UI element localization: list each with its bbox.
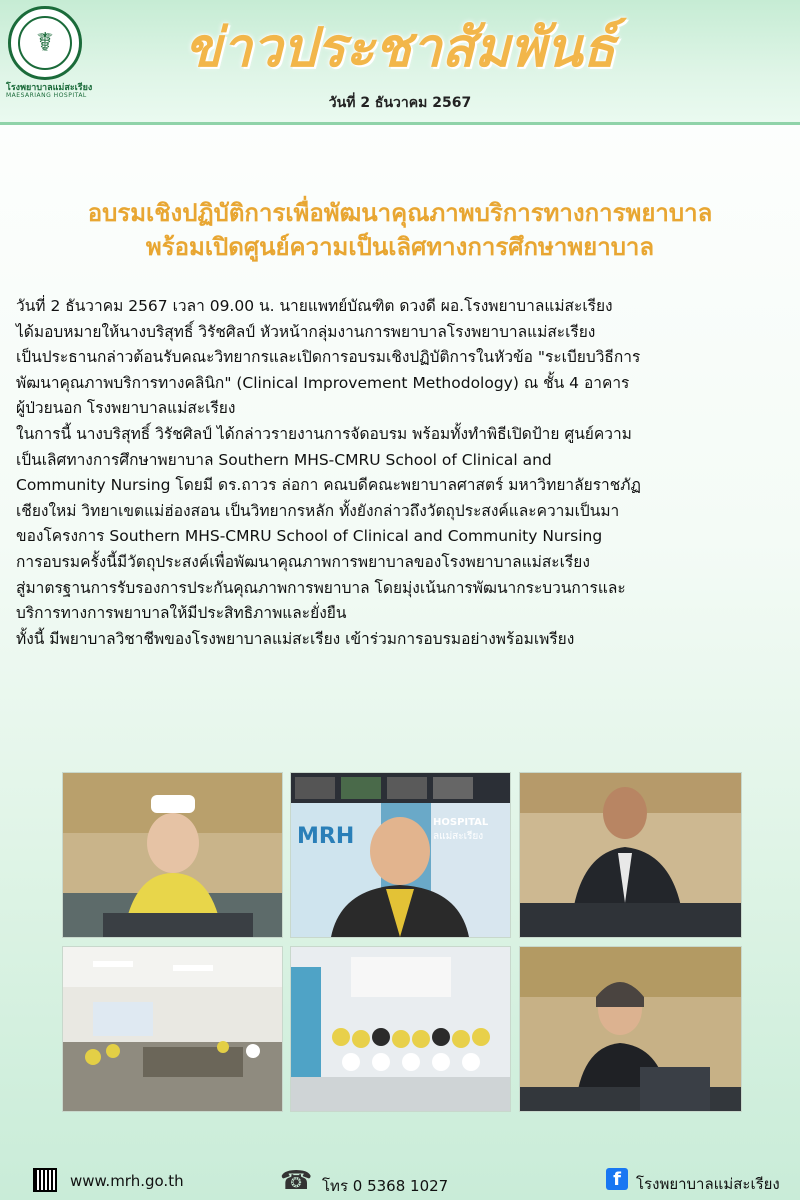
telephone-icon: ☎ [280,1166,313,1196]
zoom-hospital-text: HOSPITAL [433,817,489,828]
photo-woman-glasses [519,946,742,1112]
headline-line-1: อบรมเชิงปฏิบัติการเพื่อพัฒนาคุณภาพบริการทางการพยาบาล [87,199,713,227]
body-line: Community Nursing โดยมี ดร.ถาวร ล่อกา คณบดีคณะพยาบาลศาสตร์ มหาวิทยาลัยราชภัฏ [16,476,641,495]
photo-group-image [291,947,510,1111]
photo-man-suit-image [520,773,741,937]
photo-training-room-image [63,947,282,1111]
facebook-page-link[interactable]: โรงพยาบาลแม่สะเรียง [636,1175,780,1193]
photo-training-room [62,946,283,1112]
body-line: วันที่ 2 ธันวาคม 2567 เวลา 09.00 น. นายแพทย์บัณฑิต ดวงดี ผอ.โรงพยาบาลแม่สะเรียง [16,297,613,315]
article-body [16,294,788,652]
headline-line-2: พร้อมเปิดศูนย์ความเป็นเลิศทางการศึกษาพยาบาล [145,233,655,261]
photo-zoom-meeting-image [291,773,510,937]
photo-group [290,946,511,1112]
header-banner [0,0,800,125]
body-line: ได้มอบหมายให้นางบริสุทธิ์ วิรัชศิลป์ หัวหน้ากลุ่มงานการพยาบาลโรงพยาบาลแม่สะเรียง [16,322,596,341]
body-line: ของโครงการ Southern MHS-CMRU School of Clinical and Community Nursing [16,527,603,546]
caduceus-icon: ☤ [18,16,72,70]
photo-nurse-speaker-image [63,773,282,937]
website-link[interactable]: www.mrh.go.th [70,1172,184,1190]
photo-grid [62,772,740,1110]
hospital-name-th: โรงพยาบาลแม่สะเรียง [6,83,93,93]
zoom-hospital-th-text: ลแม่สะเรียง [433,831,484,842]
photo-zoom-meeting [290,772,511,938]
ministry-logo [8,6,82,80]
zoom-mrh-text: MRH [297,824,355,849]
body-line: เชียงใหม่ วิทยาเขตแม่ฮ่องสอน เป็นวิทยากรหลัก ทั้งยังกล่าวถึงวัตถุประสงค์และความเป็นมา [16,501,620,520]
facebook-icon: f [606,1168,628,1190]
body-line: การอบรมครั้งนี้มีวัตถุประสงค์เพื่อพัฒนาคุณภาพการพยาบาลของโรงพยาบาลแม่สะเรียง [16,552,590,571]
photo-nurse-speaker [62,772,283,938]
body-line: ในการนี้ นางบริสุทธิ์ วิรัชศิลป์ ได้กล่าวรายงานการจัดอบรม พร้อมทั้งทำพิธีเปิดป้าย ศูนย์ความ [16,424,632,443]
body-line: บริการทางการพยาบาลให้มีประสิทธิภาพและยั่งยืน [16,604,347,623]
body-line: เป็นเลิศทางการศึกษาพยาบาล Southern MHS-CMRU School of Clinical and [16,450,552,469]
body-line: ทั้งนี้ มีพยาบาลวิชาชีพของโรงพยาบาลแม่สะเรียง เข้าร่วมการอบรมอย่างพร้อมเพรียง [16,629,575,648]
page-title: ข่าวประชาสัมพันธ์ [184,15,616,79]
footer [0,1158,800,1200]
body-line: เป็นประธานกล่าวต้อนรับคณะวิทยากรและเปิดการอบรมเชิงปฏิบัติการในหัวข้อ "ระเบียบวิธีการ [16,348,641,367]
photo-man-suit [519,772,742,938]
qr-code-icon [33,1168,57,1192]
body-line: ผู้ป่วยนอก โรงพยาบาลแม่สะเรียง [16,399,236,418]
body-line: พัฒนาคุณภาพบริการทางคลินิก" (Clinical Improvement Methodology) ณ ชั้น 4 อาคาร [16,373,630,392]
hospital-name-en: MAESARIANG HOSPITAL [6,92,87,99]
body-line: สู่มาตรฐานการรับรองการประกันคุณภาพการพยาบาล โดยมุ่งเน้นการพัฒนากระบวนการและ [16,578,626,597]
phone-number: โทร 0 5368 1027 [322,1177,449,1195]
headline [20,196,780,264]
news-date: วันที่ 2 ธันวาคม 2567 [328,95,472,111]
photo-woman-glasses-image [520,947,741,1111]
